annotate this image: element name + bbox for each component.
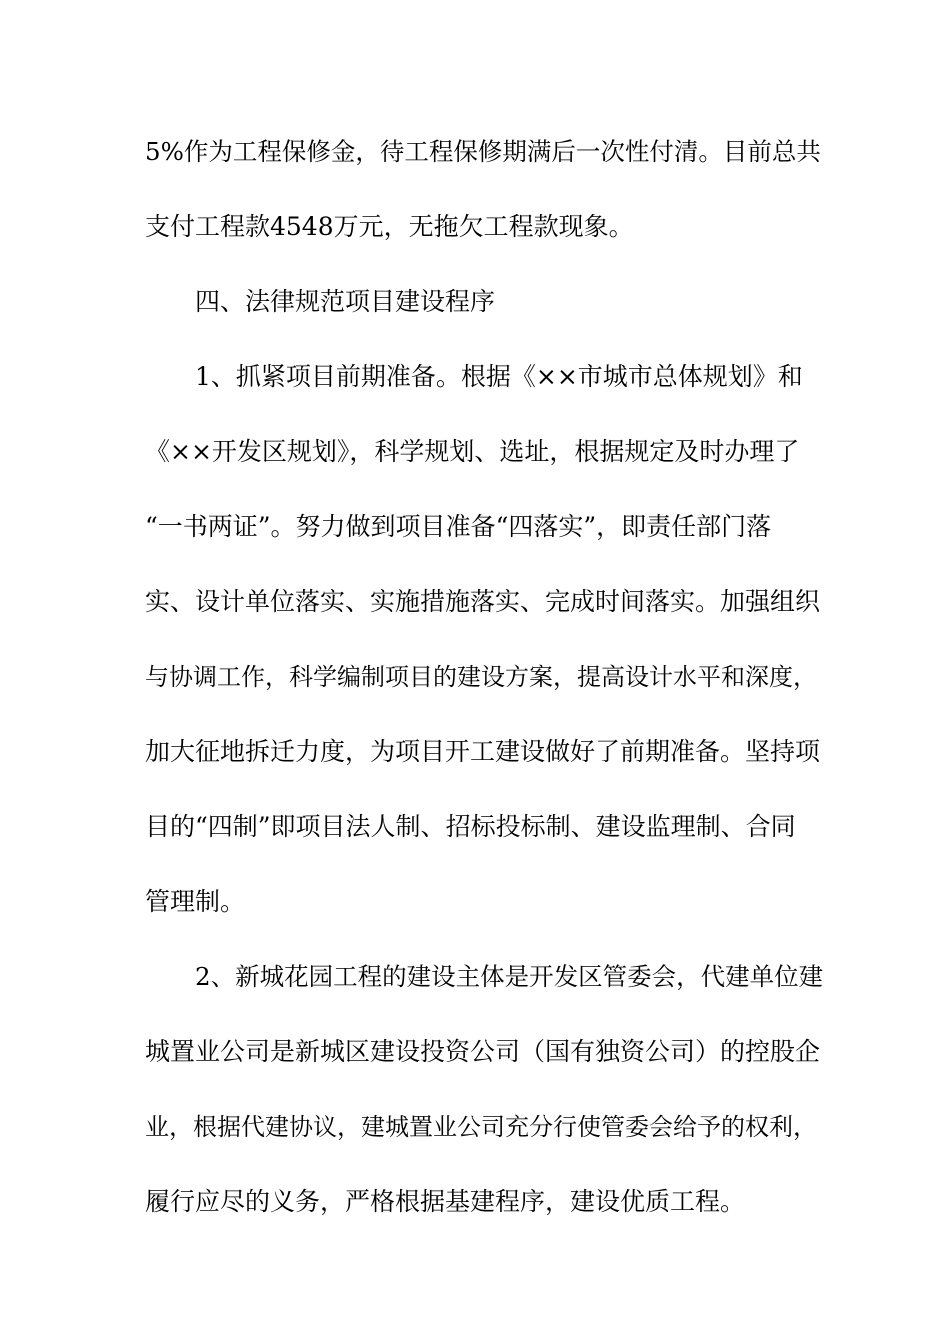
text-line: 业，根据代建协议，建城置业公司充分行使管委会给予的权利， — [145, 1113, 817, 1141]
text-line: 目的“四制”即项目法人制、招标投标制、建设监理制、合同 — [145, 812, 796, 841]
text-line: 支付工程款4548万元，无拖欠工程款现象。 — [145, 212, 634, 241]
text-line: 城置业公司是新城区建设投资公司（国有独资公司）的控股企 — [145, 1037, 821, 1066]
text-line: 履行应尽的义务，严格根据基建程序，建设优质工程。 — [145, 1187, 746, 1216]
text-line: 加大征地拆迁力度，为项目开工建设做好了前期准备。坚持项 — [145, 737, 821, 766]
text-line: 2、新城花园工程的建设主体是开发区管委会，代建单位建 — [195, 962, 824, 991]
section-heading: 四、法律规范项目建设程序 — [195, 287, 496, 316]
text-line: 与协调工作，科学编制项目的建设方案，提高设计水平和深度， — [145, 663, 817, 691]
text-line: “一书两证”。努力做到项目准备“四落实”，即责任部门落 — [145, 512, 772, 541]
text-line: 管理制。 — [145, 887, 246, 916]
text-line: 《××开发区规划》，科学规划、选址，根据规定及时办理了 — [145, 437, 800, 466]
text-line: 实、设计单位落实、实施措施落实、完成时间落实。加强组织 — [145, 587, 821, 616]
text-line: 5%作为工程保修金，待工程保修期满后一次性付清。目前总共 — [145, 137, 821, 166]
text-line: 1、抓紧项目前期准备。根据《××市城市总体规划》和 — [195, 362, 803, 391]
